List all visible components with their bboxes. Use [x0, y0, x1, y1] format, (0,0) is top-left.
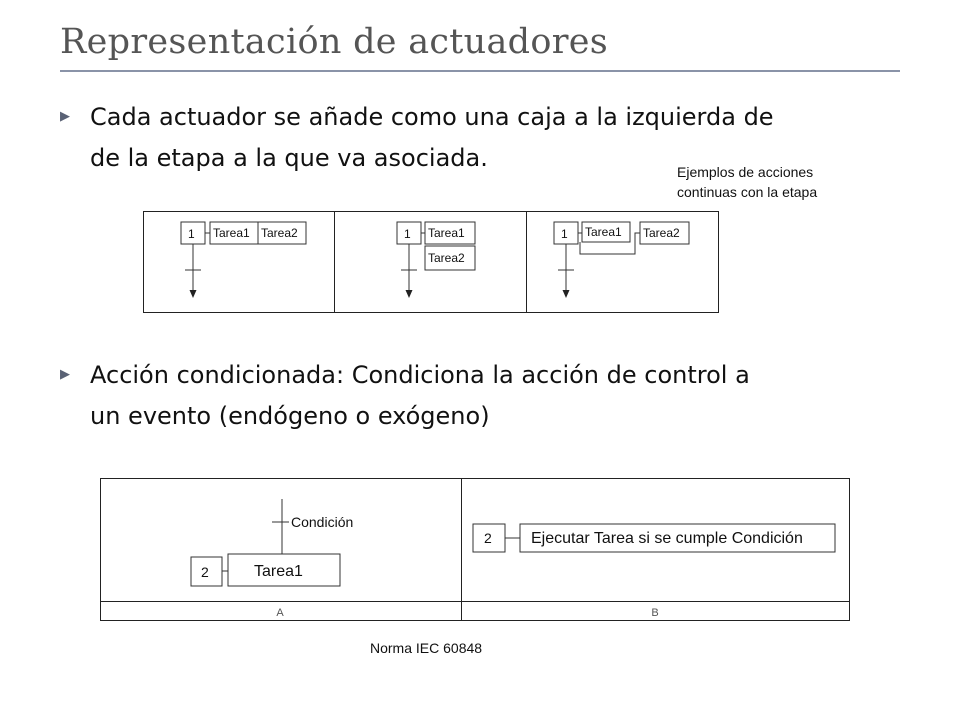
- bullet-2: [60, 358, 900, 428]
- step-number: 1: [404, 227, 411, 241]
- step-number: 2: [201, 564, 209, 580]
- step-number: 1: [188, 227, 195, 241]
- panel-b: [473, 524, 835, 552]
- slide-title: Representación de actuadores: [60, 22, 609, 62]
- panel-label-b: B: [651, 607, 659, 619]
- bullet-1-line-1: Cada actuador se añade como una caja a la izquierda de: [90, 103, 774, 131]
- bullet-arrow-icon: ▶: [60, 367, 70, 382]
- step-number: 1: [561, 227, 568, 241]
- examples-note-line-1: Ejemplos de acciones: [677, 164, 814, 180]
- action-label: Tarea2: [261, 226, 298, 240]
- continuous-actions-diagram: [140, 208, 722, 316]
- panel-label-a: A: [276, 607, 284, 619]
- bullet-1: [60, 100, 900, 170]
- action-label: Tarea2: [428, 251, 465, 265]
- action-label: Ejecutar Tarea si se cumple Condición: [531, 530, 803, 547]
- bullet-arrow-icon: ▶: [60, 109, 70, 124]
- condition-label: Condición: [291, 514, 354, 530]
- bullet-2-line-2: un evento (endógeno o exógeno): [90, 402, 490, 430]
- action-label: Tarea1: [254, 563, 303, 580]
- conditioned-action-diagram: [99, 477, 852, 624]
- action-label: Tarea1: [428, 226, 465, 240]
- examples-note-line-2: continuas con la etapa: [677, 184, 818, 200]
- action-label: Tarea1: [213, 226, 250, 240]
- norma-caption: Norma IEC 60848: [370, 640, 483, 656]
- step-number: 2: [484, 530, 492, 546]
- action-label: Tarea1: [585, 225, 622, 239]
- title-divider: [60, 70, 900, 72]
- examples-note: [677, 162, 817, 202]
- action-label: Tarea2: [643, 226, 680, 240]
- bullet-1-line-2: de la etapa a la que va asociada.: [90, 144, 488, 172]
- bullet-2-line-1: Acción condicionada: Condiciona la acción de control a: [90, 361, 750, 389]
